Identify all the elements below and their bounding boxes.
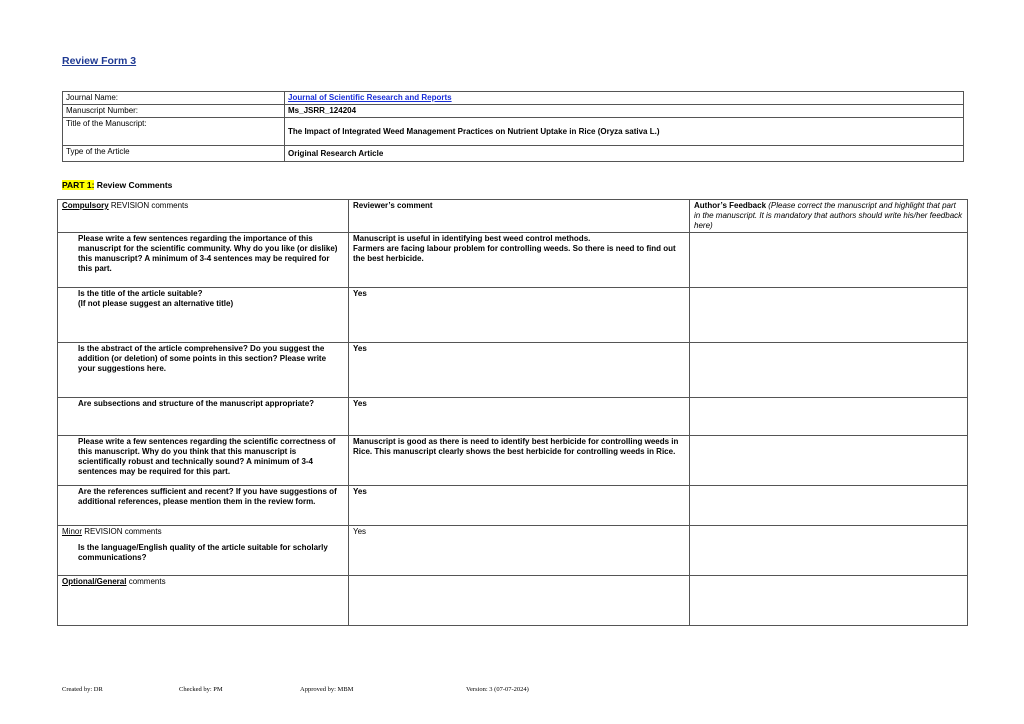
review-row-optional	[58, 576, 968, 626]
comment-language[interactable]: Yes	[349, 526, 690, 576]
review-row-references	[58, 486, 968, 526]
question-correctness: Please write a few sentences regarding the scientific correctness of this manuscript. Why do you think that this manuscript is scientifically robust and technically sound? A minimum of 3-4 sentences may be required for this part.	[58, 436, 349, 486]
feedback-abstract[interactable]	[690, 343, 968, 398]
author-feedback-instructions: (Please correct the manuscript and highlight that part in the manuscript. It is mandatory that authors should write his/her feedback here)	[694, 201, 963, 230]
author-feedback-label: Author’s Feedback	[694, 201, 767, 210]
manuscript-number-row	[63, 105, 964, 118]
footer-checked-by: Checked by: PM	[179, 686, 223, 693]
manuscript-title-row	[63, 118, 964, 146]
manuscript-number-label: Manuscript Number:	[63, 105, 285, 118]
journal-name-link[interactable]: Journal of Scientific Research and Reports	[288, 93, 452, 102]
comment-correctness[interactable]: Manuscript is good as there is need to identify best herbicide for controlling weeds in Rice. This manuscript clearly shows the best herbicide for controlling weeds in Rice.	[349, 436, 690, 486]
compulsory-header-suffix: REVISION comments	[108, 201, 189, 210]
part-heading	[62, 180, 172, 190]
minor-revision-label: Minor	[62, 527, 83, 536]
journal-name-label: Journal Name:	[63, 92, 285, 105]
footer-created-by: Created by: DR	[62, 686, 103, 693]
optional-comments-cell	[58, 576, 349, 626]
minor-revision-cell	[58, 526, 349, 576]
review-row-correctness	[58, 436, 968, 486]
feedback-language[interactable]	[690, 526, 968, 576]
comment-importance[interactable]: Manuscript is useful in identifying best weed control methods. Farmers are facing labour problem for controlling weeds. So there is need to find out the best herbicide.	[349, 233, 690, 288]
review-header-row	[58, 200, 968, 233]
comment-structure[interactable]: Yes	[349, 398, 690, 436]
question-language: Is the language/English quality of the article suitable for scholarly communications?	[78, 543, 328, 562]
review-row-title	[58, 288, 968, 343]
journal-name-row	[63, 92, 964, 105]
feedback-optional[interactable]	[690, 576, 968, 626]
comment-abstract[interactable]: Yes	[349, 343, 690, 398]
manuscript-info-table	[62, 91, 964, 162]
comment-references[interactable]: Yes	[349, 486, 690, 526]
reviewer-comment-header: Reviewer’s comment	[349, 200, 690, 233]
minor-revision-suffix: REVISION comments	[82, 527, 162, 536]
feedback-importance[interactable]	[690, 233, 968, 288]
footer-approved-by: Approved by: MBM	[300, 686, 354, 693]
part-title: Review Comments	[94, 180, 173, 190]
manuscript-title-label: Title of the Manuscript:	[63, 118, 285, 146]
feedback-correctness[interactable]	[690, 436, 968, 486]
form-title: Review Form 3	[62, 55, 137, 67]
question-importance: Please write a few sentences regarding the importance of this manuscript for the scientific community. Why do you like (or dislike) this manuscript? A minimum of 3-4 sentences may be required for this part.	[58, 233, 349, 288]
feedback-title[interactable]	[690, 288, 968, 343]
question-abstract: Is the abstract of the article comprehensive? Do you suggest the addition (or deletion) of some points in this section? Please write your suggestions here.	[58, 343, 349, 398]
article-type-value: Original Research Article	[285, 146, 964, 162]
article-type-label: Type of the Article	[63, 146, 285, 162]
manuscript-number-value: Ms_JSRR_124204	[285, 105, 964, 118]
part-label: PART 1:	[62, 180, 95, 190]
review-row-structure	[58, 398, 968, 436]
author-feedback-header	[690, 200, 968, 233]
review-row-minor	[58, 526, 968, 576]
optional-comments-label: Optional/General	[62, 577, 127, 586]
comment-title[interactable]: Yes	[349, 288, 690, 343]
review-comments-table	[57, 199, 968, 626]
review-row-abstract	[58, 343, 968, 398]
review-row-importance	[58, 233, 968, 288]
comment-optional[interactable]	[349, 576, 690, 626]
feedback-structure[interactable]	[690, 398, 968, 436]
optional-comments-suffix: comments	[126, 577, 166, 586]
compulsory-header-label: Compulsory	[62, 201, 109, 210]
manuscript-title-value: The Impact of Integrated Weed Management Practices on Nutrient Uptake in Rice (Oryza sativa L.)	[285, 118, 964, 146]
question-references: Are the references sufficient and recent? If you have suggestions of additional references, please mention them in the review form.	[58, 486, 349, 526]
compulsory-header	[58, 200, 349, 233]
feedback-references[interactable]	[690, 486, 968, 526]
question-title: Is the title of the article suitable? (If not please suggest an alternative title)	[58, 288, 349, 343]
question-structure: Are subsections and structure of the manuscript appropriate?	[58, 398, 349, 436]
article-type-row	[63, 146, 964, 162]
footer-version: Version: 3 (07-07-2024)	[466, 686, 529, 693]
